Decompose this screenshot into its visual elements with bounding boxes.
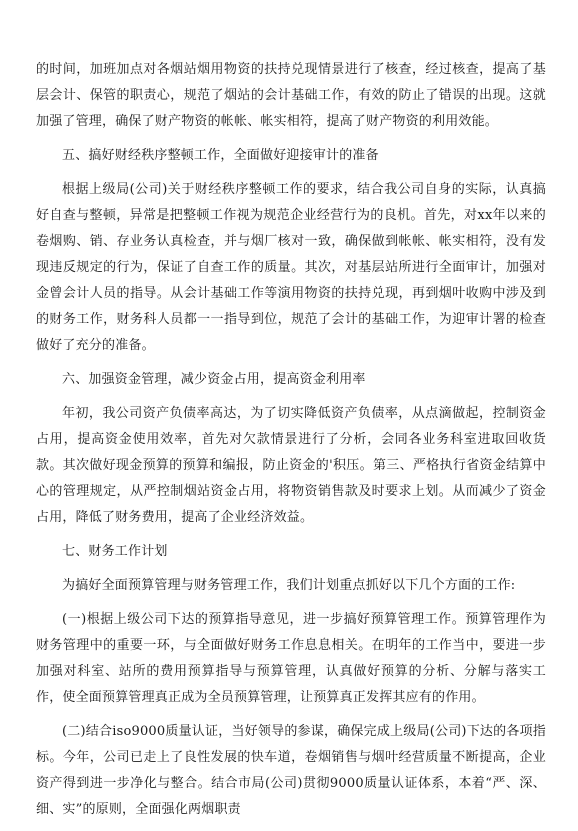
paragraph-plan-item-1: (一)根据上级公司下达的预算指导意见，进一步搞好预算管理工作。预算管理作为财务管理中的重要一环，与全面做好财务工作息息相关。在明年的工作当中，要进一步加强对科室、站所的费用预算指导与预算管理，认真做好预算的分析、分解与落实工作，使全面预算管理真正成为全员预算管理，让预算真正发挥其应有的作用。: [36, 612, 546, 705]
document-page: [36, 57, 546, 831]
section-heading-7: 七、财务工作计划: [62, 544, 168, 559]
paragraph-plan-item-2: (二)结合iso9000质量认证，当好领导的参谋，确保完成上级局(公司)下达的各项指标。今年，公司已走上了良性发展的快车道，卷烟销售与烟叶经营质量不断提高，企业资产得到进一步净化与整合。结合市局(公司)贯彻9000质量认证体系，本着“严、深、细、实”的原则，全面强化两烟职责: [36, 724, 546, 817]
paragraph-intro: 的时间，加班加点对各烟站烟用物资的扶持兑现情景进行了核查，经过核查，提高了基层会计、保管的职责心，规范了烟站的会计基础工作，有效的防止了错误的出现。这就加强了管理，确保了财产物资的帐帐、帐实相符，提高了财产物资的利用效能。: [36, 62, 546, 129]
section-heading-5: 五、搞好财经秩序整顿工作，全面做好迎接审计的准备: [62, 148, 379, 163]
paragraph-funds: 年初，我公司资产负债率高达，为了切实降低资产负债率，从点滴做起，控制资金占用，提高资金使用效率，首先对欠款情景进行了分析，会同各业务科室进取回收货款。其次做好现金预算的预算和编报，防止资金的'积压。第三、严格执行省资金结算中心的管理规定，从严控制烟站资金占用，将物资销售款及时要求上划。从而减少了资金占用，降低了财务费用，提高了企业经济效益。: [36, 406, 546, 525]
section-heading-6: 六、加强资金管理，减少资金占用，提高资金利用率: [62, 372, 366, 387]
paragraph-audit: 根据上级局(公司)关于财经秩序整顿工作的要求，结合我公司自身的实际，认真搞好自查与整顿，异常是把整顿工作视为规范企业经营行为的良机。首先，对xx年以来的卷烟购、销、存业务认真检查，并与烟厂核对一致，确保做到帐帐、帐实相符，没有发现违反规定的行为，保证了自查工作的质量。其次，对基层站所进行全面审计，加强对金曾会计人员的指导。从会计基础工作等演用物资的扶持兑现，再到烟叶收购中涉及到的财务工作，财务科人员都一一指导到位，规范了会计的基础工作，为迎审计署的检查做好了充分的准备。: [36, 182, 546, 353]
paragraph-plan-intro: 为搞好全面预算管理与财务管理工作，我们计划重点抓好以下几个方面的工作:: [62, 578, 516, 593]
